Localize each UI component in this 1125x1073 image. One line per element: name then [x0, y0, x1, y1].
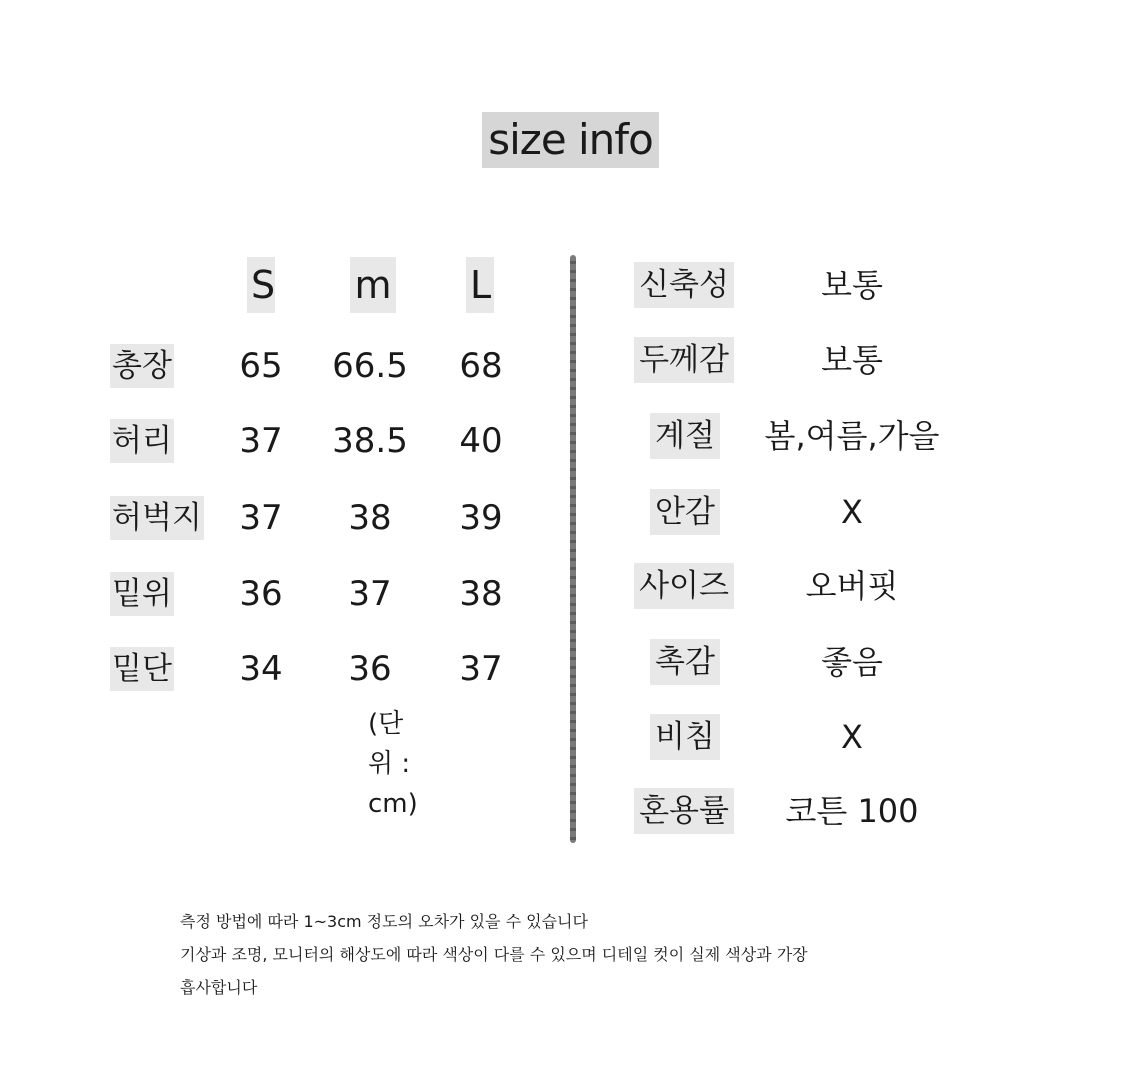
vertical-divider: [570, 255, 576, 843]
property-label-lining: 안감: [650, 489, 720, 535]
table-cell: 36: [348, 649, 392, 689]
property-label-fit: 사이즈: [634, 563, 734, 609]
property-label-texture: 촉감: [650, 639, 720, 685]
column-header-s: S: [247, 257, 275, 313]
property-value-thickness: 보통: [821, 341, 883, 379]
property-label-composition: 혼용률: [634, 788, 734, 834]
note-line: 측정 방법에 따라 1~3cm 정도의 오차가 있을 수 있습니다: [180, 912, 588, 931]
row-label-waist: 허리: [110, 419, 174, 463]
row-label-hem: 밑단: [110, 647, 174, 691]
table-cell: 40: [459, 421, 503, 461]
table-cell: 37: [348, 574, 392, 614]
page-title: size info: [482, 112, 659, 168]
table-cell: 38: [348, 498, 392, 538]
property-value-lining: X: [841, 493, 863, 531]
table-cell: 65: [239, 346, 283, 386]
table-cell: 39: [459, 498, 503, 538]
table-cell: 37: [239, 498, 283, 538]
note-line: 흡사합니다: [180, 978, 258, 997]
property-value-sheerness: X: [841, 718, 863, 756]
table-cell: 37: [239, 421, 283, 461]
table-cell: 36: [239, 574, 283, 614]
table-cell: 68: [459, 346, 503, 386]
table-cell: 38.5: [332, 421, 408, 461]
table-cell: 38: [459, 574, 503, 614]
note-line: 기상과 조명, 모니터의 해상도에 따라 색상이 다를 수 있으며 디테일 컷이 실제 색상과 가장: [180, 945, 808, 964]
property-value-stretch: 보통: [821, 266, 883, 304]
row-label-total-length: 총장: [110, 344, 174, 388]
property-label-stretch: 신축성: [634, 262, 734, 308]
property-value-season: 봄,여름,가을: [764, 417, 940, 455]
table-cell: 34: [239, 649, 283, 689]
table-cell: 66.5: [332, 346, 408, 386]
unit-note: (단위 : cm): [368, 709, 418, 819]
table-cell: 37: [459, 649, 503, 689]
property-label-season: 계절: [650, 413, 720, 459]
row-label-rise: 밑위: [110, 572, 174, 616]
property-value-texture: 좋음: [821, 643, 883, 681]
property-label-sheerness: 비침: [650, 714, 720, 760]
property-value-composition: 코튼 100: [785, 792, 919, 830]
property-label-thickness: 두께감: [634, 337, 734, 383]
property-value-fit: 오버핏: [805, 567, 899, 605]
column-header-l: L: [466, 257, 494, 313]
row-label-thigh: 허벅지: [110, 496, 204, 540]
column-header-m: m: [350, 257, 396, 313]
notes: [180, 905, 808, 1004]
